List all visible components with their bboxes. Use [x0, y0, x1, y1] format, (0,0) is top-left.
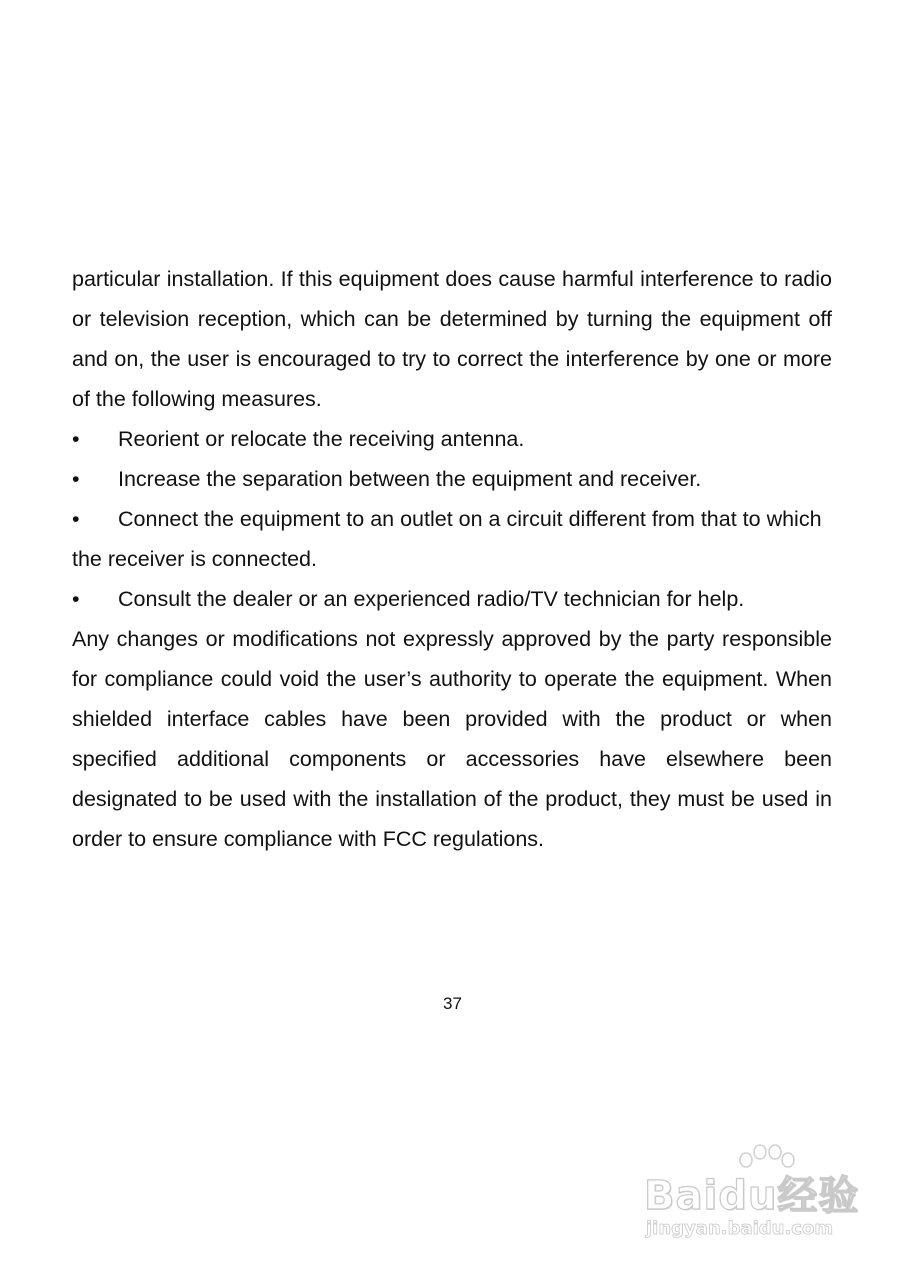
bullet-icon: • — [72, 427, 80, 451]
list-item-text: Reorient or relocate the receiving antenna. — [118, 427, 525, 451]
watermark-url: jingyan.baidu.com — [646, 1218, 834, 1239]
list-item — [72, 499, 832, 579]
document-body — [72, 259, 832, 859]
measures-list — [72, 419, 832, 619]
list-item-text: Consult the dealer or an experienced radio/TV technician for help. — [118, 587, 745, 611]
bullet-icon: • — [72, 467, 80, 491]
list-item-text: Increase the separation between the equipment and receiver. — [118, 467, 702, 491]
paragraph-fcc-notice: Any changes or modifications not expressly approved by the party responsible for compliance could void the user’s authority to operate the equipment. When shielded interface cables have been provided with the product or when specified additional components or accessories have elsewhere been designated to be used with the installation of the product, they must be used in order to ensure compliance with FCC regulations. — [72, 627, 832, 851]
list-item — [72, 579, 832, 619]
bullet-icon: • — [72, 507, 80, 531]
bullet-icon: • — [72, 587, 80, 611]
list-item-text: Connect the equipment to an outlet on a circuit different from that to which the receiver is connected. — [72, 507, 822, 571]
baidu-watermark — [636, 1140, 866, 1250]
list-item — [72, 419, 832, 459]
watermark-logo-text: Baidu经验 — [644, 1173, 860, 1219]
list-item — [72, 459, 832, 499]
paragraph-intro: particular installation. If this equipment does cause harmful interference to radio or television reception, which can be determined by turning the equipment off and on, the user is encouraged to try to correct the interference by one or more of the following measures. — [72, 267, 832, 411]
page-number: 37 — [443, 994, 462, 1013]
